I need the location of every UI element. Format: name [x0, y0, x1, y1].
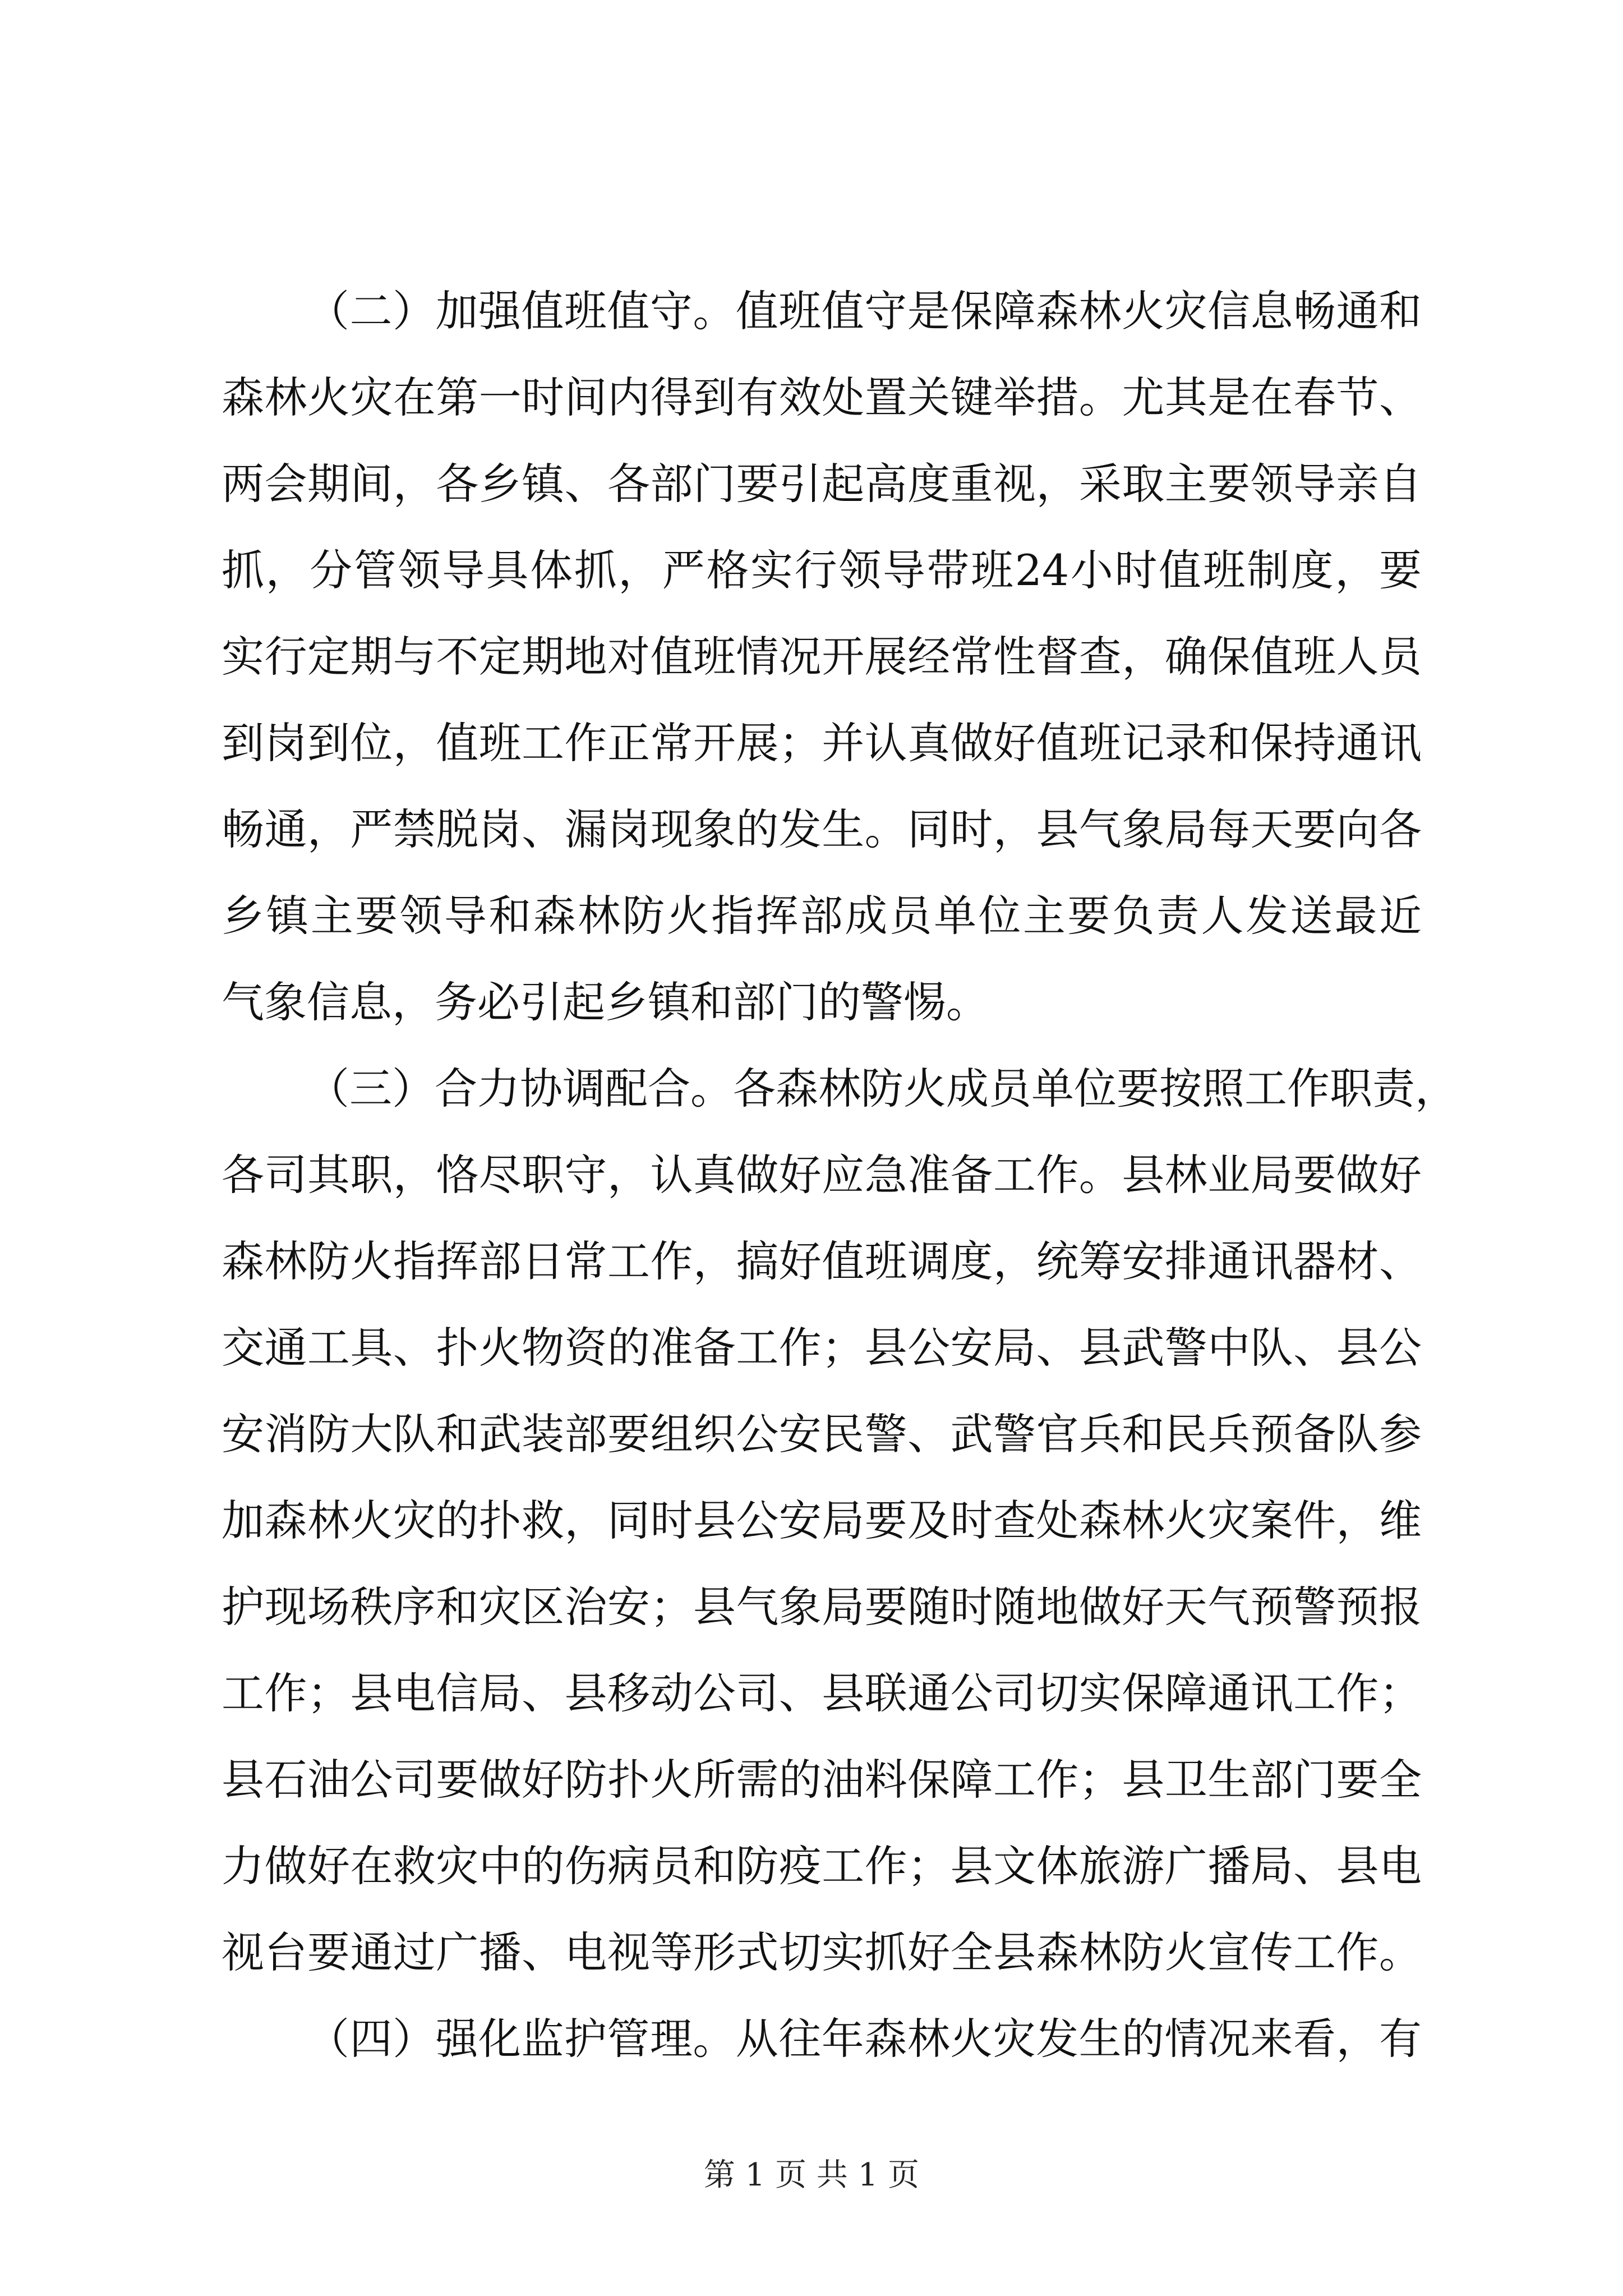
paragraph-line: 乡镇主要领导和森林防火指挥部成员单位主要负责人发送最近 [222, 891, 1422, 941]
paragraph-line: 抓，分管领导具体抓，严格实行领导带班24小时值班制度，要 [222, 545, 1422, 595]
paragraph-line: 各司其职，恪尽职守，认真做好应急准备工作。县林业局要做好 [222, 1150, 1422, 1200]
paragraph-line: 县石油公司要做好防扑火所需的油料保障工作；县卫生部门要全 [222, 1755, 1422, 1805]
paragraph-line: 护现场秩序和灾区治安；县气象局要随时随地做好天气预警预报 [222, 1582, 1422, 1632]
paragraph-line: 加森林火灾的扑救，同时县公安局要及时查处森林火灾案件，维 [222, 1496, 1422, 1545]
page-footer: 第 1 页 共 1 页 [703, 2157, 920, 2193]
paragraph-line: （四）强化监护管理。从往年森林火灾发生的情况来看，有 [307, 2014, 1422, 2064]
paragraph-line: 交通工具、扑火物资的准备工作；县公安局、县武警中队、县公 [222, 1323, 1422, 1373]
paragraph-line: 视台要通过广播、电视等形式切实抓好全县森林防火宣传工作。 [222, 1927, 1422, 1977]
paragraph-line: 畅通，严禁脱岗、漏岗现象的发生。同时，县气象局每天要向各 [222, 804, 1422, 854]
paragraph-line: 安消防大队和武装部要组织公安民警、武警官兵和民兵预备队参 [222, 1409, 1422, 1459]
paragraph-line: 力做好在救灾中的伤病员和防疫工作；县文体旅游广播局、县电 [222, 1841, 1422, 1891]
paragraph-line: 实行定期与不定期地对值班情况开展经常性督查，确保值班人员 [222, 632, 1422, 682]
paragraph-line: （三）合力协调配合。各森林防火成员单位要按照工作职责， [307, 1064, 1458, 1114]
paragraph-line: 两会期间，各乡镇、各部门要引起高度重视，采取主要领导亲自 [222, 459, 1422, 509]
paragraph-line: 工作；县电信局、县移动公司、县联通公司切实保障通讯工作； [222, 1668, 1422, 1718]
paragraph-line: 森林防火指挥部日常工作，搞好值班调度，统筹安排通讯器材、 [222, 1236, 1422, 1286]
paragraph-line: 森林火灾在第一时间内得到有效处置关键举措。尤其是在春节、 [222, 372, 1422, 422]
paragraph-line: 气象信息，务必引起乡镇和部门的警惕。 [222, 977, 989, 1027]
paragraph-line: 到岗到位，值班工作正常开展；并认真做好值班记录和保持通讯 [222, 718, 1422, 768]
paragraph-line: （二）加强值班值守。值班值守是保障森林火灾信息畅通和 [307, 286, 1422, 336]
